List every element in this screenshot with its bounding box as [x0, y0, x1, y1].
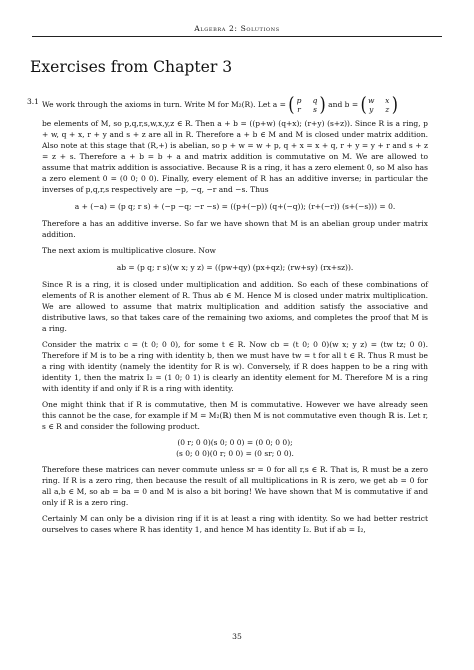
exercise-body [27, 93, 428, 535]
paragraph-1: We work through the axioms in turn. Write M for M₂(R). Let a = ( p q r s ) and b = ( w x y z ) [42, 93, 398, 116]
running-header: Algebra 2: Solutions [194, 24, 280, 33]
matrix-a: ( p q r s ) [288, 93, 326, 116]
paragraph-4: The next axiom is multiplicative closure. Now [42, 246, 216, 255]
equation-product-1: (0 r; 0 0)(s 0; 0 0) = (0 0; 0 0); [177, 438, 293, 447]
paragraph-6: Consider the matrix c = (t 0; 0 0), for some t ∈ R. Now cb = (t 0; 0 0)(w x; y z) = (tw tz; 0 0). Therefore if M is to be a ring with identity b, then we must have tw = t for all t ∈ R. Thus R must be a ring with identity (namely the identity for R is w). Conversely, if R does happen to be a ring with identity 1, then the matrix I₂ = (1 0; 0 1) is clearly an identity element for M. Therefore M is a ring with identity if and only if R is a ring with identity. [42, 340, 428, 393]
equation-product-2: (s 0; 0 0)(0 r; 0 0) = (0 sr; 0 0). [176, 449, 294, 458]
paragraph-3: Therefore a has an additive inverse. So far we have shown that M is an abelian group under matrix addition. [42, 219, 428, 239]
equation-product: ab = (p q; r s)(w x; y z) = ((pw+qy) (px+qz); (rw+sy) (rx+sz)). [116, 263, 354, 272]
chapter-title: Exercises from Chapter 3 [30, 58, 233, 76]
equation-additive-inverse: a + (−a) = (p q; r s) + (−p −q; −r −s) = ((p+(−p)) (q+(−q)); (r+(−r)) (s+(−s))) = 0. [74, 202, 396, 211]
paragraph-2: be elements of M, so p,q,r,s,w,x,y,z ∈ R. Then a + b = ((p+w) (q+x); (r+y) (s+z)). Since R is a ring, p + w, q + x, r + y and s + z are all in R. Therefore a + b ∈ M and M is closed under matrix addition. Also note at this stage that (R,+) is abelian, so p + w = w + p, q + x = x + q, r + y = y + r and s + z = z + s. Therefore a + b = b + a and matrix addition is commutative on M. We are allowed to assume that matrix addition is associative. Because R is a ring, it has a zero element 0, so M also has a zero element 0 = (0 0; 0 0). Finally, every element of R has an additive inverse; in particular the inverses of p,q,r,s respectively are −p, −q, −r and −s. Thus [42, 119, 428, 194]
paragraph-8: Therefore these matrices can never commute unless sr = 0 for all r,s ∈ R. That is, R must be a zero ring. If R is a zero ring, then because the result of all multiplications in R is zero, we get ab = 0 for all a,b ∈ M, so ab = ba = 0 and M is also a bit boring! We have shown that M is commutative if and only if R is a zero ring. [42, 465, 428, 507]
paragraph-9: Certainly M can only be a division ring if it is at least a ring with identity. So we had better restrict ourselves to cases where R has identity 1, and hence M has identity I₂. But if ab = I₂, [42, 514, 428, 534]
paragraph-7: One might think that if R is commutative, then M is commutative. However we have already seen this cannot be the case, for example if M = M₂(ℝ) then M is not commutative even though ℝ is. Let r, s ∈ R and consider the following product. [42, 400, 428, 431]
matrix-b: ( w x y z ) [360, 93, 398, 116]
page-number: 35 [232, 632, 242, 641]
exercise-number: 3.1 [27, 97, 39, 106]
paragraph-5: Since R is a ring, it is closed under multiplication and addition. So each of these combinations of elements of R is another element of R. Thus ab ∈ M. Hence M is closed under matrix multiplication. We are allowed to assume that matrix multiplication and addition satisfy the associative and distributive laws, so that takes care of the remaining two axioms, and completes the proof that M is a ring. [42, 280, 428, 333]
header-rule [32, 36, 442, 37]
